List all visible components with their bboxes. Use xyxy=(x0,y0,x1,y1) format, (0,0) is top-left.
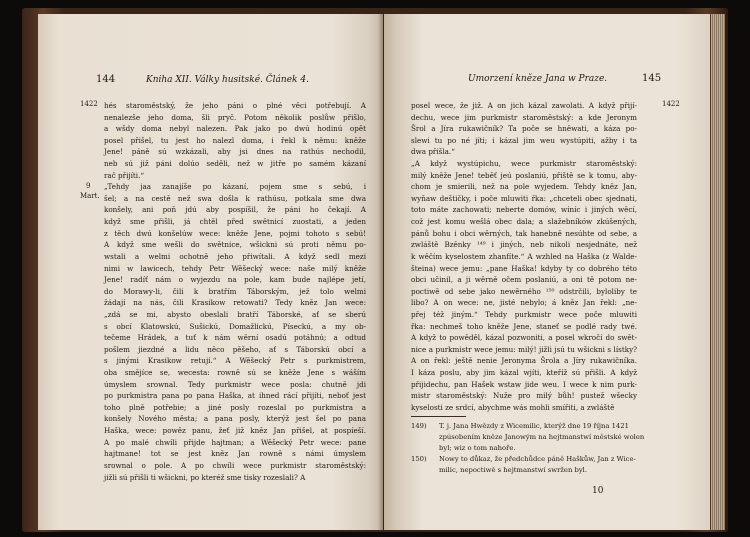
text-line: a wšdy doma nebyl nalezen. Pak jako po dwú hodinú opět xyxy=(104,124,366,134)
text-line: A když to powěděl, kázal pozwoniti, a posel wkročí do swět- xyxy=(411,333,637,343)
text-line: k wěčím kyselostem zhanfíte.“ A wzhled na Haška (z Walde- xyxy=(411,251,637,261)
text-line: šel; a na cestě než swa došla k rathúsu, potkala sme dwa xyxy=(104,193,366,203)
text-line: Jene! páně sú wzkázali, aby jsi dnes na rathús nechodil, xyxy=(104,147,366,157)
text-line: neb sú již páni dolúo seděli, než w jitře po samém kázaní xyxy=(104,159,366,169)
text-line: A po malé chwíli přijde hajtman; a Wěšecký Petr wece: pane xyxy=(104,437,366,447)
text-line: libo? A on wece: ne, jisté nebylo; á kněz Jan řekl: „ne- xyxy=(411,298,637,308)
footnote-line: T. j. Jana Hwězdy z Wicemilic, kterýž dne 19 října 1421 xyxy=(439,422,629,430)
signature-mark: 10 xyxy=(592,486,604,496)
text-line: hajtmane! tot se jest kněz Jan rowně s námi úmyslem xyxy=(104,449,366,459)
text-line: A když sme wešli do swětnice, wšickni sú proti němu po- xyxy=(104,240,366,250)
margin-note-day: 9 xyxy=(86,182,91,190)
text-line: s jinými Krasikow retují.“ A Wěšecký Petr s purkmistrem, xyxy=(104,356,366,366)
text-line: toho plně potřebie; a jiné posly rozeslal po purkmistra a xyxy=(104,402,366,412)
left-page xyxy=(38,14,383,530)
text-line: konšely, ani poň jdú aby pospíšil, že páni ho čekají. A xyxy=(104,205,366,215)
text-line: přijidechu, pan Hašek wstaw jide weu. I wece k nim purk- xyxy=(411,379,637,389)
text-line: slewi tu po né jíti; i kázal jim weu wystúpiti, ažby i ta xyxy=(411,135,637,145)
text-line: I káza poslu, aby jim kázal wjíti, kteříž sú přišli. A když xyxy=(411,368,637,378)
right-running-head xyxy=(468,73,662,84)
text-line: konšely Nového města; a pana posly, kterýž jest šel po pana xyxy=(104,414,366,424)
text-line: chom je smierili, než na pole wyjedem. Tehdy kněz Jan, xyxy=(411,182,637,192)
left-running-head xyxy=(96,74,309,85)
margin-note-year: 1422 xyxy=(80,100,98,108)
text-line: „A když wystúpichu, wece purkmistr staroměstský: xyxy=(411,159,637,169)
text-line: úmyslem srownal. Tedy purkmistr wece posla: chutně jdi xyxy=(104,379,366,389)
text-line: což jest komu wešlá obec dala; a slažebníków zkúšených, xyxy=(411,217,637,227)
text-line: nimi w lawicech, tehdy Petr Wěšecký wece: naše milý kněže xyxy=(104,263,366,273)
text-line: posel přišel, tu jest ho nalezl doma, i řekl k němu: kněže xyxy=(104,135,366,145)
text-line: přej též jiným.“ Tehdy purkmistr wece poče mluwiti xyxy=(411,309,637,319)
text-line: milý kněže Jene! teběť jeú poslaniú, přiště se k tomu, aby- xyxy=(411,170,637,180)
margin-note-year: 1422 xyxy=(662,100,680,108)
text-line: poctiwě od sebe jako newěrného ¹⁵⁰ odstrčili, byloliby te xyxy=(411,286,637,296)
text-line: oba smějíce se, wecesta: rowně sú se kněže Jene s wáším xyxy=(104,368,366,378)
text-line: žádají na nás, čili Krasikow retowati? Tedy kněz Jan wece: xyxy=(104,298,366,308)
footnote-line: milic, nepoctiwě s hejtmanstwí swržen byl. xyxy=(439,466,588,474)
text-line: „zdá se mi, abysto obeslali bratří Táborské, ať se sberú xyxy=(104,309,366,319)
text-line: zwláště Bzěnky ¹⁴⁹ i jiných, neb nikoli nesjednáte, než xyxy=(411,240,637,250)
text-line: do Morawy-li, čili k bratřím Táborským, jež tolo welmi xyxy=(104,286,366,296)
text-line: wstali a welmi ochotně jeho přiwítali. A když sedl mezi xyxy=(104,251,366,261)
text-line: toto máte zachowati; neberte domów, wíníc i jiných wěcí, xyxy=(411,205,637,215)
right-page-number: 145 xyxy=(642,73,662,84)
footnote-line: zpúsobením kněze Janowým na hejtmanstwí městské wolen xyxy=(439,433,645,441)
left-page-text xyxy=(104,100,366,483)
text-line: tečeme Hrádek, a tuť k nám wěrní osadú potáhnú; a odtud xyxy=(104,333,366,343)
text-line: kyselosti ze srdcí, abychme wás mohli smířiti, a zwláště xyxy=(411,402,615,412)
text-line: řka: nechmeš toho kněže Jene, staneť se podlé rady twé. xyxy=(411,321,637,331)
text-line: po purkmistra pana po pana Haška, at ihned rácí přijíti, neboť jest xyxy=(104,391,366,401)
text-line: jižli sú přišli ti wšickni, po kteréž sme tisky rozeslali? A xyxy=(104,472,306,482)
right-page-text xyxy=(411,100,637,413)
text-line: Jene! radíť nám o wyjezdu na pole, kam bude najlépe jetí, xyxy=(104,275,366,285)
text-line: mistr staroměstský: Nuže pro milý bůh! pustež wšecky xyxy=(411,391,637,401)
text-line: když sme přišli, já chtěl před swětnicí zuostati, a jeden xyxy=(104,217,366,227)
text-line: Haška, wece: powěz panu, žeť již kněz Jan přišel, at pospíeší. xyxy=(104,426,366,436)
footnote-rule xyxy=(411,416,466,417)
footnote-number: 150) xyxy=(411,455,427,463)
text-line: srownal o pole. A po chwíli wece purkmistr staroměstský: xyxy=(104,460,366,470)
text-line: posel wece, že již. A on jich kázal zawolati. A když přijí- xyxy=(411,101,637,110)
text-line: pánů bohu i obci wěrných, tak hanebně nesúhte od sebe, a xyxy=(411,228,637,238)
margin-note-month: Mart. xyxy=(80,192,100,200)
open-book xyxy=(22,8,728,532)
text-line: nenalezše jeho doma, šli pryč. Potom několik poslůw přišlo, xyxy=(104,112,366,122)
text-line: dechu, wece jim purkmistr staroměstský: a kde Jeronym xyxy=(411,112,637,122)
footnote-line: byl; wiz o tom nahoře. xyxy=(439,444,516,452)
left-page-number: 144 xyxy=(96,74,116,85)
text-line: hés staroměstský, že jeho páni o plné věci potřebují. A xyxy=(104,101,366,110)
text-line: šteina) wece jemu: „pane Haška! kdyby ty co dobrého této xyxy=(411,263,637,273)
text-line: A on řekl: ještě nenie Jeronyma Šrola a Jíry rukawičníka. xyxy=(411,356,637,366)
text-line: „Tehdy jaa zanajíše po kázaní, pojem sme s sebú, i xyxy=(104,182,366,192)
text-line: s obcí Klatowskú, Sušickú, Domažlickú, Píseckú, a my ob- xyxy=(104,321,366,331)
right-head-title: Umorzení kněze Jana w Praze. xyxy=(468,74,608,84)
text-line: dwa přišla.“ xyxy=(411,147,455,157)
right-page xyxy=(384,14,710,530)
text-line: obci učinil, a ji wěrně očem poslaniú, a oni tě potom ne- xyxy=(411,275,637,285)
text-line: Šrol a Jíra rukawičník? Ta poče se hněwati, a káza po- xyxy=(411,124,637,134)
page-edges xyxy=(711,14,725,530)
left-head-title: Kniha XII. Války husitské. Článek 4. xyxy=(145,75,309,85)
text-line: nice a purkmistr wece jemu: milý! jižli jsú tu wšickni s lístky? xyxy=(411,344,637,354)
footnote-number: 149) xyxy=(411,422,427,430)
text-line: wyňaw deštičky, i poče mluwiti řka: „chceteli obec sjednati, xyxy=(411,193,637,203)
text-line: pošlem jiezdné a lidu něco pěšeho, ať s Táborskú obcí a xyxy=(104,344,366,354)
footnote-line: Nowy to důkaz, že předchůdce páně Haškůw, Jan z Wice- xyxy=(439,455,636,463)
text-line: z těch dwú konšelúw wece: kněže Jene, pojmi tohoto s sebú! xyxy=(104,228,366,238)
text-line: rač přijíti.“ xyxy=(104,170,145,180)
